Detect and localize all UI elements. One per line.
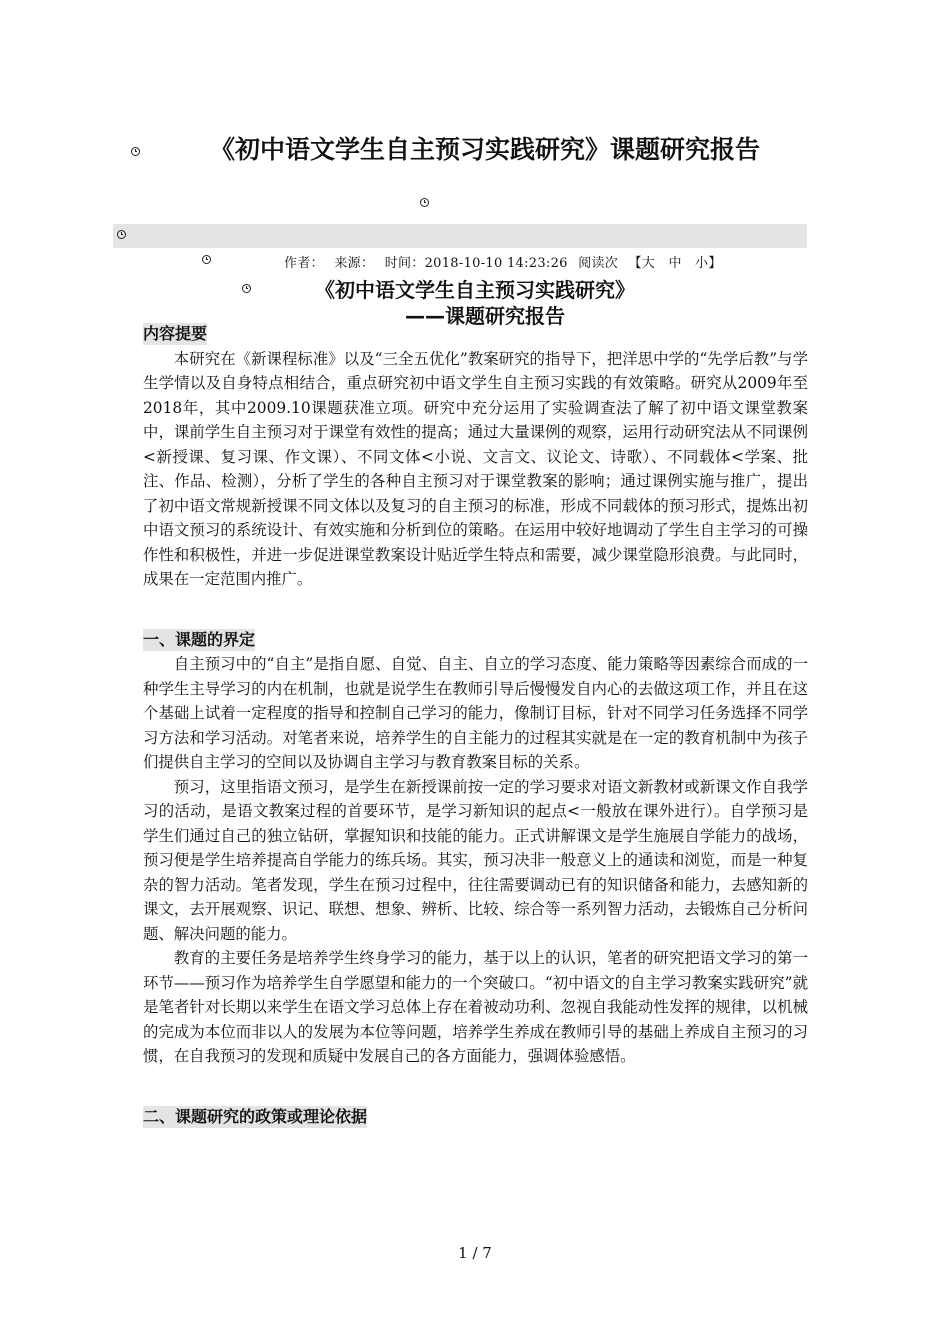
meta-source: 来源：: [334, 256, 375, 271]
clock-icon: [202, 255, 211, 264]
clock-icon: [420, 198, 429, 207]
title-bar: [113, 224, 807, 248]
clock-icon: [117, 230, 126, 239]
subtitle-line-1: 《初中语文学生自主预习实践研究》: [315, 278, 635, 302]
abstract-heading: 内容提要: [143, 324, 208, 343]
meta-time: 时间：2018-10-10 14:23:26: [384, 256, 568, 271]
page-number: 1 / 7: [458, 1244, 492, 1262]
meta-reads: 阅读次: [578, 256, 619, 271]
section-2-heading: 二、课题研究的政策或理论依据: [143, 1106, 368, 1126]
section-1-paragraph: 自主预习中的“自主”是指自愿、自觉、自主、自立的学习态度、能力策略等因素综合而成的一种学生主导学习的内在机制，也就是说学生在教师引导后慢慢发自内心的去做这项工作，并且在这个基础上试着一定程度的指导和控制自己学习的能力，像制订目标，针对不同学习任务选择不同学习方法和学习活动。对笔者来说，培养学生的自主能力的过程其实就是在一定的教育机制中为孩子们提供自主学习的空间以及协调自主学习与教育教案目标的关系。: [143, 655, 808, 771]
article-meta: [284, 252, 728, 271]
abstract-paragraph: 本研究在《新课程标准》以及“三全五优化”教案研究的指导下，把洋思中学的“先学后教”与学生学情以及自身特点相结合，重点研究初中语文学生自主预习实践的有效策略。研究从2009年至2018年，其中2009.10课题获准立项。研究中充分运用了实验调查法了解了初中语文课堂教案中，课前学生自主预习对于课堂有效性的提高；通过大量课例的观察，运用行动研究法从不同课例<新授课、复习课、作文课）、不同文体<小说、文言文、议论文、诗歌）、不同载体<学案、批注、作品、检测），分析了学生的各种自主预习对于课堂教案的影响；通过课例实施与推广，提出了初中语文常规新授课不同文体以及复习的自主预习的标准，形成不同载体的预习形式，提炼出初中语文预习的系统设计、有效实施和分析到位的策略。在运用中较好地调动了学生自主学习的可操作性和积极性，并进一步促进课堂教案设计贴近学生特点和需要，减少课堂隐形浪费。与此同时，成果在一定范围内推广。: [143, 349, 808, 588]
section-1-paragraph: 教育的主要任务是培养学生终身学习的能力，基于以上的认识，笔者的研究把语文学习的第一环节——预习作为培养学生自学愿望和能力的一个突破口。“初中语文的自主学习教案实践研究”就是笔者针对长期以来学生在语文学习总体上存在着被动功利、忽视自我能动性发挥的规律，以机械的完成为本位而非以人的发展为本位等问题，培养学生养成在教师引导的基础上养成自主预习的习惯，在自我预习的发现和质疑中发展自己的各方面能力，强调体验感悟。: [143, 949, 808, 1065]
section-1-paragraph: 预习，这里指语文预习，是学生在新授课前按一定的学习要求对语文新教材或新课文作自我学习的活动，是语文教案过程的首要环节，是学习新知识的起点<一般放在课外进行）。自学预习是学生们通过自己的独立钻研，掌握知识和技能的能力。正式讲解课文是学生施展自学能力的战场，预习便是学生培养提高自学能力的练兵场。其实，预习决非一般意义上的通读和浏览，而是一种复杂的智力活动。笔者发现，学生在预习过程中，往往需要调动已有的知识储备和能力，去感知新的课文，去开展观察、识记、联想、想象、辨析、比较、综合等一系列智力活动，去锻炼自己分析问题、解决问题的能力。: [143, 777, 808, 943]
section-1-heading: 一、课题的界定: [143, 629, 256, 649]
clock-icon: [131, 147, 140, 156]
article-body: [143, 322, 808, 1129]
page-title: 《初中语文学生自主预习实践研究》课题研究报告: [210, 135, 761, 164]
subtitle-line-2: ——课题研究报告: [405, 304, 565, 328]
meta-author: 作者：: [284, 256, 324, 271]
font-size-switch[interactable]: 【大 中 小】: [628, 256, 722, 271]
